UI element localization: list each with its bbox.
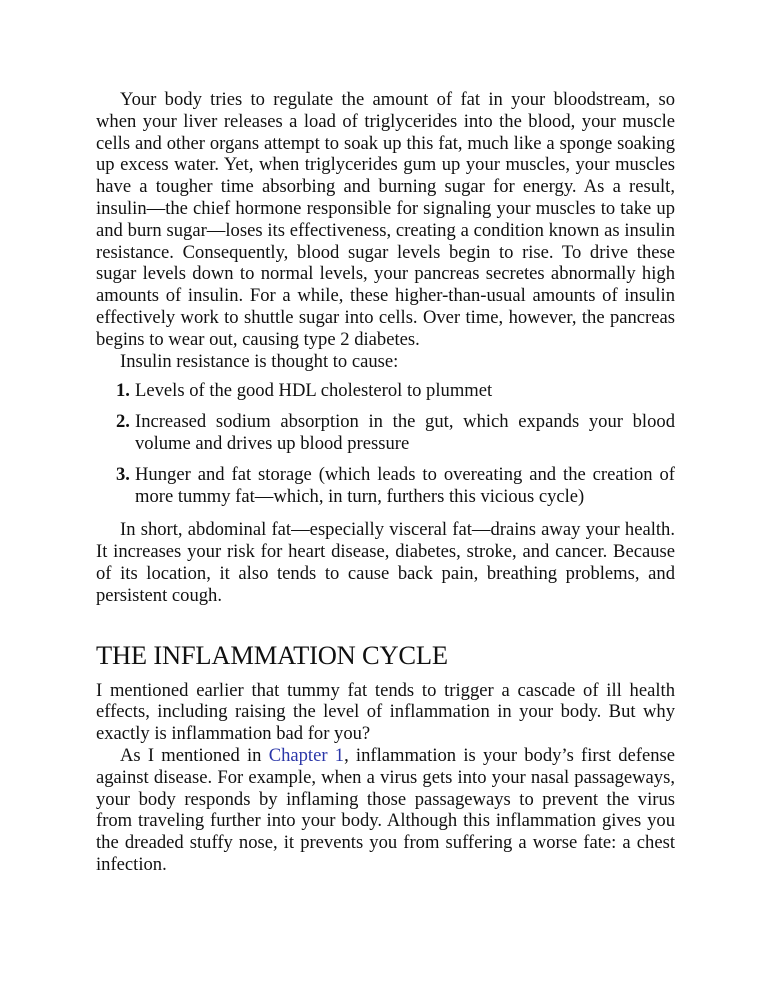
paragraph-insulin-resistance-intro: Insulin resistance is thought to cause: [120, 350, 399, 372]
list-item [116, 411, 675, 455]
insulin-resistance-effects-list [96, 380, 675, 507]
paragraph-fat-regulation: Your body tries to regulate the amount of fat in your bloodstream, so when your liver releases a load of triglycerides into the blood, your muscle cells and other organs attempt to soak up this fat, much like a sponge soaking up excess water. Yet, when triglycerides gum up your muscles, your muscles have a tougher time absorbing and burning sugar for energy. As a result, insulin—the chief hormone responsible for signaling your muscles to take up and burn sugar—loses its effectiveness, creating a condition known as insulin resistance. Consequently, blood sugar levels begin to rise. To drive these sugar levels down to normal levels, your pancreas secretes abnormally high amounts of insulin. For a while, these higher-than-usual amounts of insulin effectively work to shuttle sugar into cells. Over time, however, the pancreas begins to wear out, causing type 2 diabetes. [96, 89, 675, 350]
section-heading: THE INFLAMMATION CYCLE [96, 639, 448, 670]
paragraph-inflammation-intro: I mentioned earlier that tummy fat tends to trigger a cascade of ill health effects, including raising the level of inflammation in your body. But why exactly is inflammation bad for you? [96, 679, 675, 745]
paragraph-abdominal-fat-summary: In short, abdominal fat—especially visceral fat—drains away your health. It increases your risk for heart disease, diabetes, stroke, and cancer. Because of its location, it also tends to cause back pain, breathing problems, and persistent cough. [96, 519, 675, 606]
list-item-number: 3. [116, 463, 130, 485]
list-item-text: Levels of the good HDL cholesterol to plummet [135, 380, 493, 402]
list-item-number: 2. [116, 411, 130, 433]
paragraph-inflammation-defense [96, 745, 675, 876]
paragraph-text-after-link: , inflammation is your body’s first defense against disease. For example, when a virus gets into your nasal passageways, your body responds by inflaming those passageways to prevent the virus from traveling further into your body. Although this inflammation gives you the dreaded stuffy nose, it prevents you from suffering a worse fate: a chest infection. [96, 744, 675, 875]
list-item-number: 1. [116, 380, 130, 402]
list-item-text: Increased sodium absorption in the gut, which expands your blood volume and drives up blood pressure [135, 411, 675, 454]
list-item [116, 464, 675, 508]
book-page [96, 89, 675, 876]
list-item-text: Hunger and fat storage (which leads to overeating and the creation of more tummy fat—which, in turn, furthers this vicious cycle) [135, 463, 675, 507]
chapter-1-link[interactable]: Chapter 1 [268, 744, 345, 766]
paragraph-text-before-link: As I mentioned in [120, 744, 269, 766]
list-item [116, 380, 675, 402]
